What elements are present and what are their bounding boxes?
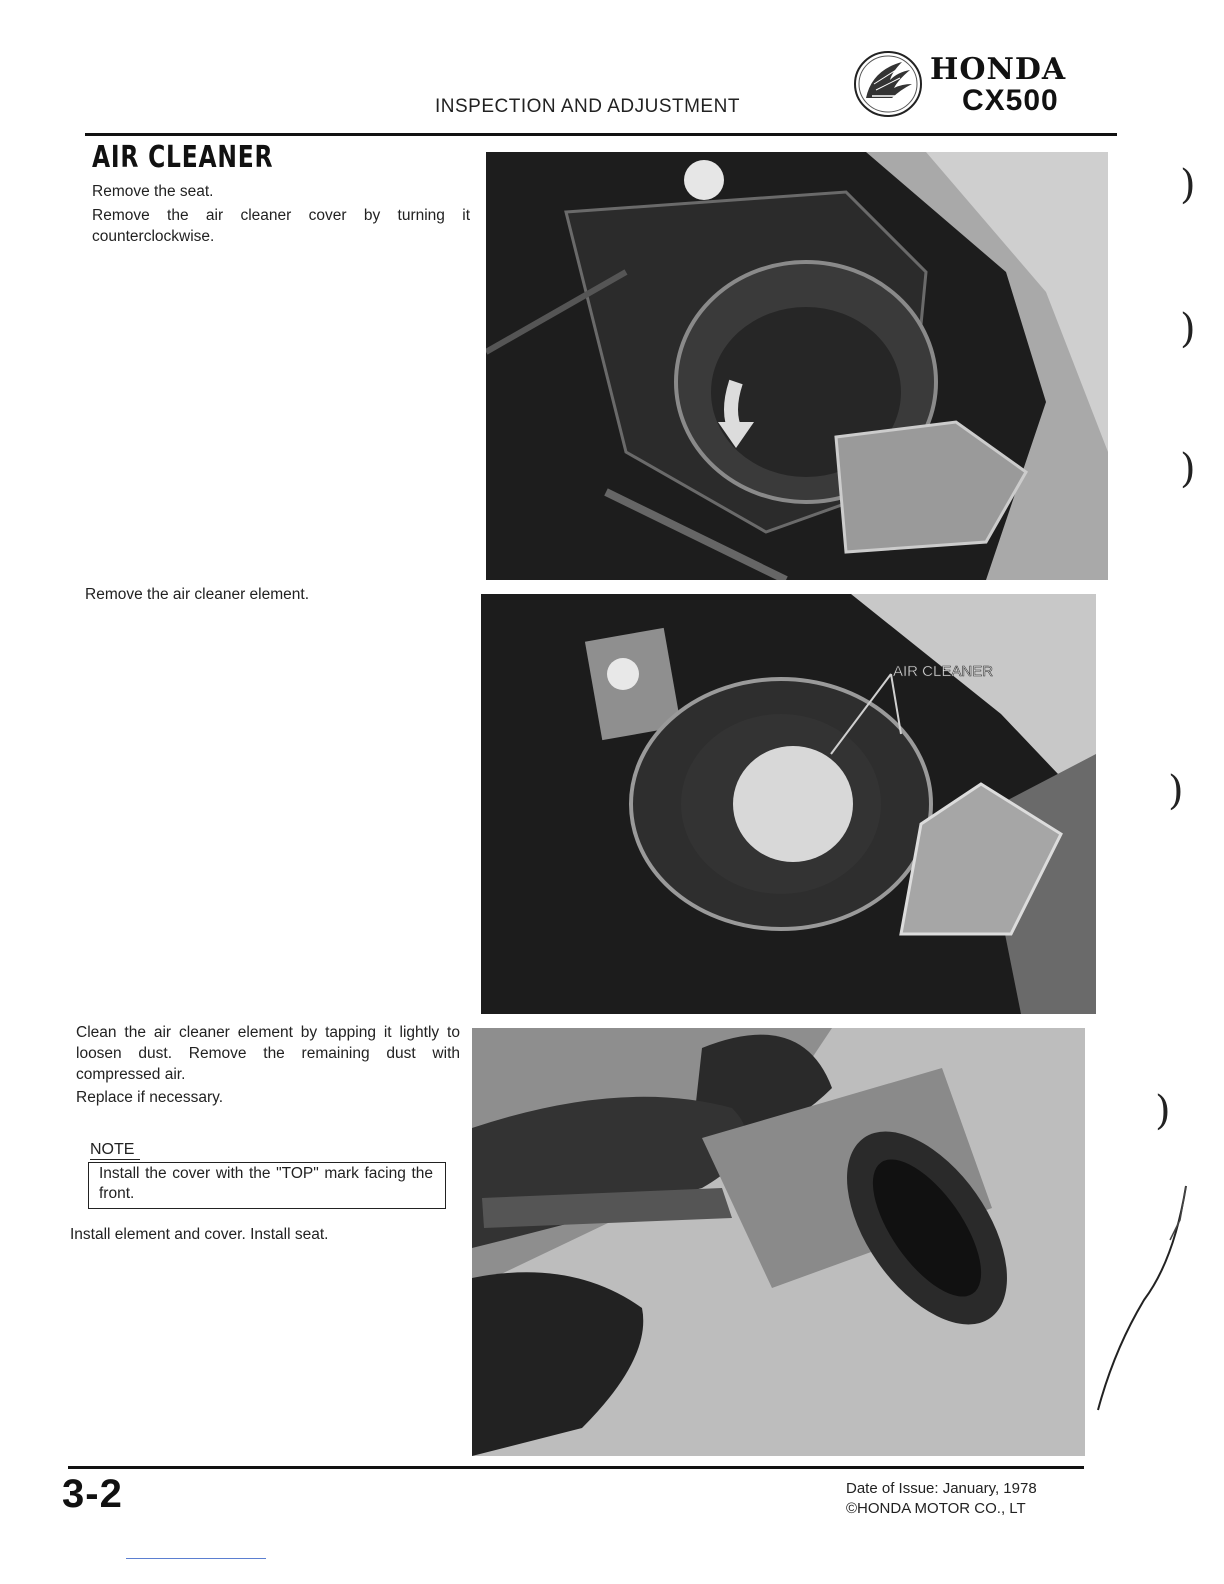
model-name: CX500 <box>962 84 1059 117</box>
photo-remove-cover <box>486 152 1108 580</box>
blue-underline <box>126 1558 266 1559</box>
step-replace: Replace if necessary. <box>76 1089 224 1106</box>
section-title: AIR CLEANER <box>92 140 274 175</box>
issue-block <box>846 1479 1037 1519</box>
brand-name: HONDA <box>930 52 1067 87</box>
margin-mark: ) <box>1155 1088 1171 1134</box>
margin-mark: ) <box>1180 306 1196 352</box>
margin-mark: ) <box>1180 162 1196 208</box>
photo-clean-element <box>472 1028 1085 1456</box>
page-number: 3-2 <box>62 1472 123 1516</box>
section-header: INSPECTION AND ADJUSTMENT <box>435 96 740 117</box>
note-box <box>88 1162 446 1209</box>
binding-edge-mark <box>1094 1180 1204 1420</box>
copyright: ©HONDA MOTOR CO., LT <box>846 1500 1026 1517</box>
issue-date: Date of Issue: January, 1978 <box>846 1480 1037 1497</box>
step-remove-cover: Remove the air cleaner cover by turning it counterclockwise. <box>92 207 470 245</box>
step-install: Install element and cover. Install seat. <box>70 1226 329 1243</box>
photo-remove-element <box>481 594 1096 1014</box>
honda-wing-logo <box>852 48 924 120</box>
margin-mark: ) <box>1180 446 1196 492</box>
step-remove-seat: Remove the seat. <box>92 183 214 200</box>
note-text: Install the cover with the "TOP" mark facing the front. <box>99 1165 433 1202</box>
header-rule <box>85 133 1117 136</box>
photo-label-air-cleaner: AIR CLEANER <box>893 663 994 680</box>
step-clean-element: Clean the air cleaner element by tapping it lightly to loosen dust. Remove the remaining dust with compressed air. <box>76 1024 460 1083</box>
step-remove-element: Remove the air cleaner element. <box>85 586 310 603</box>
margin-mark: ) <box>1168 768 1184 814</box>
note-label: NOTE <box>90 1141 140 1160</box>
footer-rule <box>68 1466 1084 1469</box>
